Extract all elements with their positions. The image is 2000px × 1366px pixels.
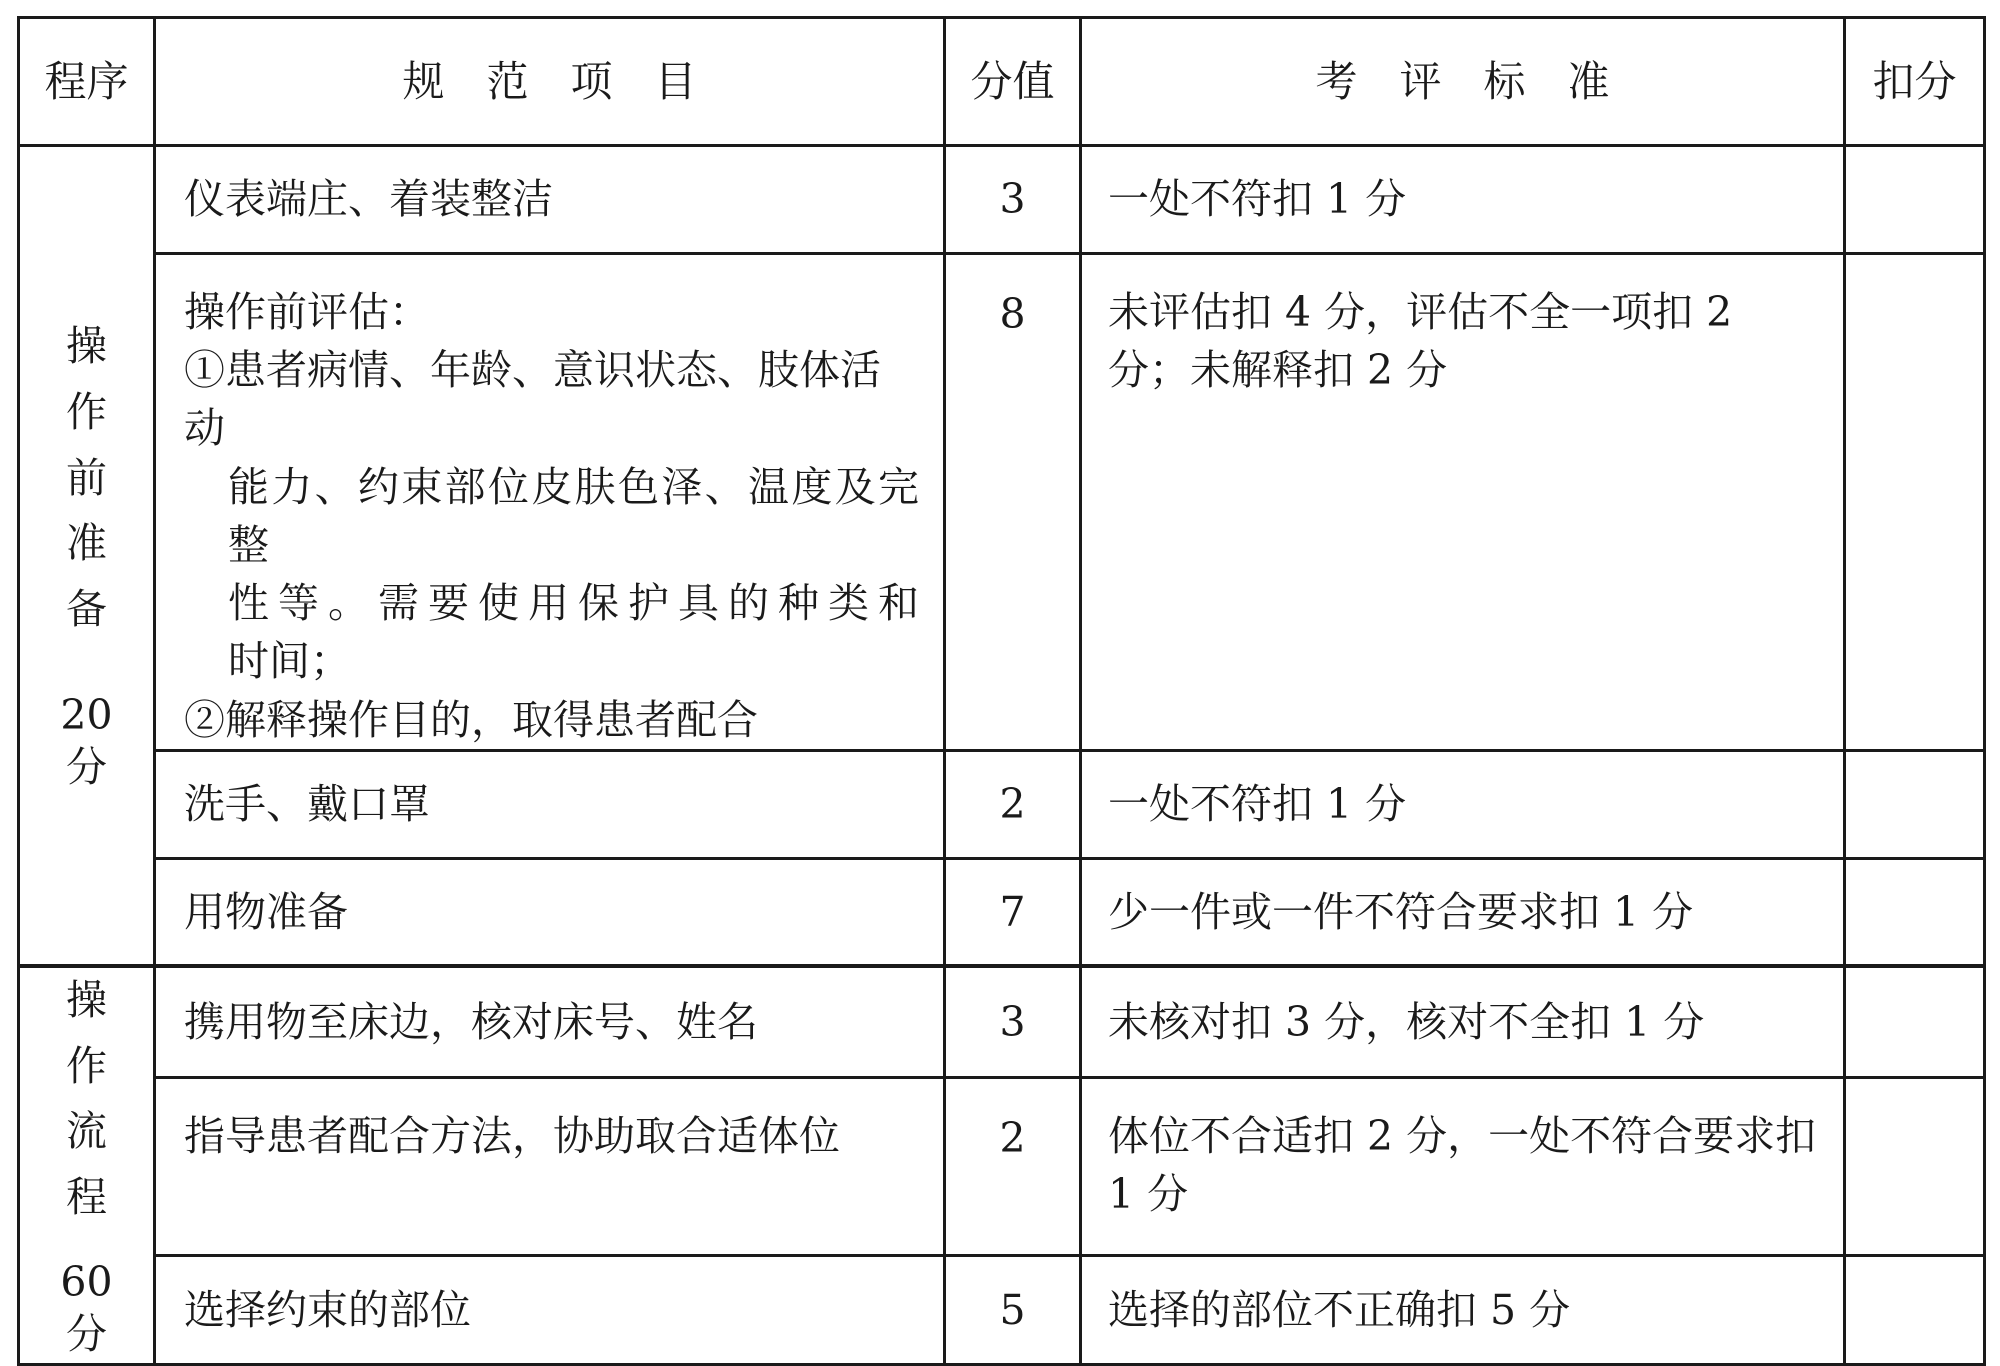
table-row bbox=[19, 1255, 1985, 1364]
scoring-table-sheet bbox=[17, 16, 1983, 1358]
item-text: 操作前评估： bbox=[184, 288, 430, 336]
stage-label-preparation bbox=[20, 314, 153, 642]
header-item-label: 规范项目 bbox=[402, 56, 739, 106]
criteria-cell: 体位不合适扣 2 分，一处不符合要求扣 1 分 bbox=[1081, 1078, 1845, 1256]
deduction-cell bbox=[1845, 254, 1985, 751]
score-cell: 8 bbox=[945, 254, 1081, 751]
stage-char: 程 bbox=[66, 1173, 107, 1222]
deduction-cell bbox=[1845, 146, 1985, 254]
stage-total-score: 20 bbox=[60, 691, 113, 740]
item-cell bbox=[155, 750, 945, 858]
header-item bbox=[155, 18, 945, 146]
item-text: ②解释操作目的，取得患者配合 bbox=[184, 695, 758, 744]
header-procedure: 程序 bbox=[19, 18, 155, 146]
deduction-cell bbox=[1845, 1078, 1985, 1256]
table-row bbox=[19, 858, 1985, 966]
table-row bbox=[19, 1078, 1985, 1256]
header-score: 分值 bbox=[945, 18, 1081, 146]
item-cell bbox=[155, 966, 945, 1077]
table-row bbox=[19, 146, 1985, 254]
stage-cell-procedure bbox=[19, 966, 155, 1364]
table-row bbox=[19, 750, 1985, 858]
item-text: 仪表端庄、着装整洁 bbox=[184, 175, 553, 224]
table-row bbox=[19, 254, 1985, 751]
header-criteria bbox=[1081, 18, 1845, 146]
score-cell: 5 bbox=[945, 1255, 1081, 1364]
header-deduction: 扣分 bbox=[1845, 18, 1985, 146]
criteria-cell: 选择的部位不正确扣 5 分 bbox=[1081, 1255, 1845, 1364]
stage-label-procedure bbox=[20, 968, 153, 1230]
criteria-cell: 一处不符扣 1 分 bbox=[1081, 146, 1845, 254]
item-cell bbox=[155, 858, 945, 966]
criteria-cell: 未评估扣 4 分，评估不全一项扣 2 分；未解释扣 2 分 bbox=[1081, 254, 1845, 751]
table-row bbox=[19, 966, 1985, 1077]
stage-char: 操 bbox=[66, 322, 107, 371]
criteria-cell: 未核对扣 3 分，核对不全扣 1 分 bbox=[1081, 966, 1845, 1077]
item-text: 能力、约束部位皮肤色泽、温度及完整 bbox=[228, 462, 919, 569]
score-cell: 2 bbox=[945, 750, 1081, 858]
score-cell: 7 bbox=[945, 858, 1081, 966]
deduction-cell bbox=[1845, 966, 1985, 1077]
scoring-table bbox=[17, 16, 1986, 1366]
stage-char: 前 bbox=[66, 453, 107, 502]
item-cell bbox=[155, 1255, 945, 1364]
deduction-cell bbox=[1845, 750, 1985, 858]
stage-total-unit: 分 bbox=[66, 743, 107, 792]
stage-char: 流 bbox=[66, 1107, 107, 1156]
criteria-cell: 少一件或一件不符合要求扣 1 分 bbox=[1081, 858, 1845, 966]
item-text: 时间； bbox=[228, 637, 351, 686]
item-text: 性等。需要使用保护具的种类和 bbox=[228, 579, 919, 628]
stage-total-unit: 分 bbox=[66, 1309, 107, 1358]
score-cell: 3 bbox=[945, 966, 1081, 1077]
item-cell bbox=[155, 1078, 945, 1256]
item-text: ①患者病情、年龄、意识状态、肢体活动 bbox=[184, 346, 881, 453]
score-cell: 2 bbox=[945, 1078, 1081, 1256]
stage-char: 作 bbox=[66, 387, 107, 436]
stage-char: 操 bbox=[66, 976, 107, 1025]
stage-cell-preparation bbox=[19, 146, 155, 967]
item-cell bbox=[155, 254, 945, 751]
deduction-cell bbox=[1845, 1255, 1985, 1364]
stage-char: 准 bbox=[66, 519, 107, 568]
table-header-row bbox=[19, 18, 1985, 146]
score-cell: 3 bbox=[945, 146, 1081, 254]
criteria-cell: 一处不符扣 1 分 bbox=[1081, 750, 1845, 858]
deduction-cell bbox=[1845, 858, 1985, 966]
header-criteria-label: 考评标准 bbox=[1315, 56, 1652, 106]
item-text: 指导患者配合方法，协助取合适体位 bbox=[184, 1112, 840, 1161]
stage-char: 作 bbox=[66, 1041, 107, 1090]
item-text: 用物准备 bbox=[184, 887, 348, 936]
item-text: 携用物至床边，核对床号、姓名 bbox=[184, 998, 758, 1047]
stage-total-score: 60 bbox=[60, 1257, 113, 1306]
stage-char: 备 bbox=[66, 584, 107, 633]
item-text: 选择约束的部位 bbox=[184, 1285, 471, 1334]
item-cell bbox=[155, 146, 945, 254]
item-text: 洗手、戴口罩 bbox=[184, 780, 430, 829]
